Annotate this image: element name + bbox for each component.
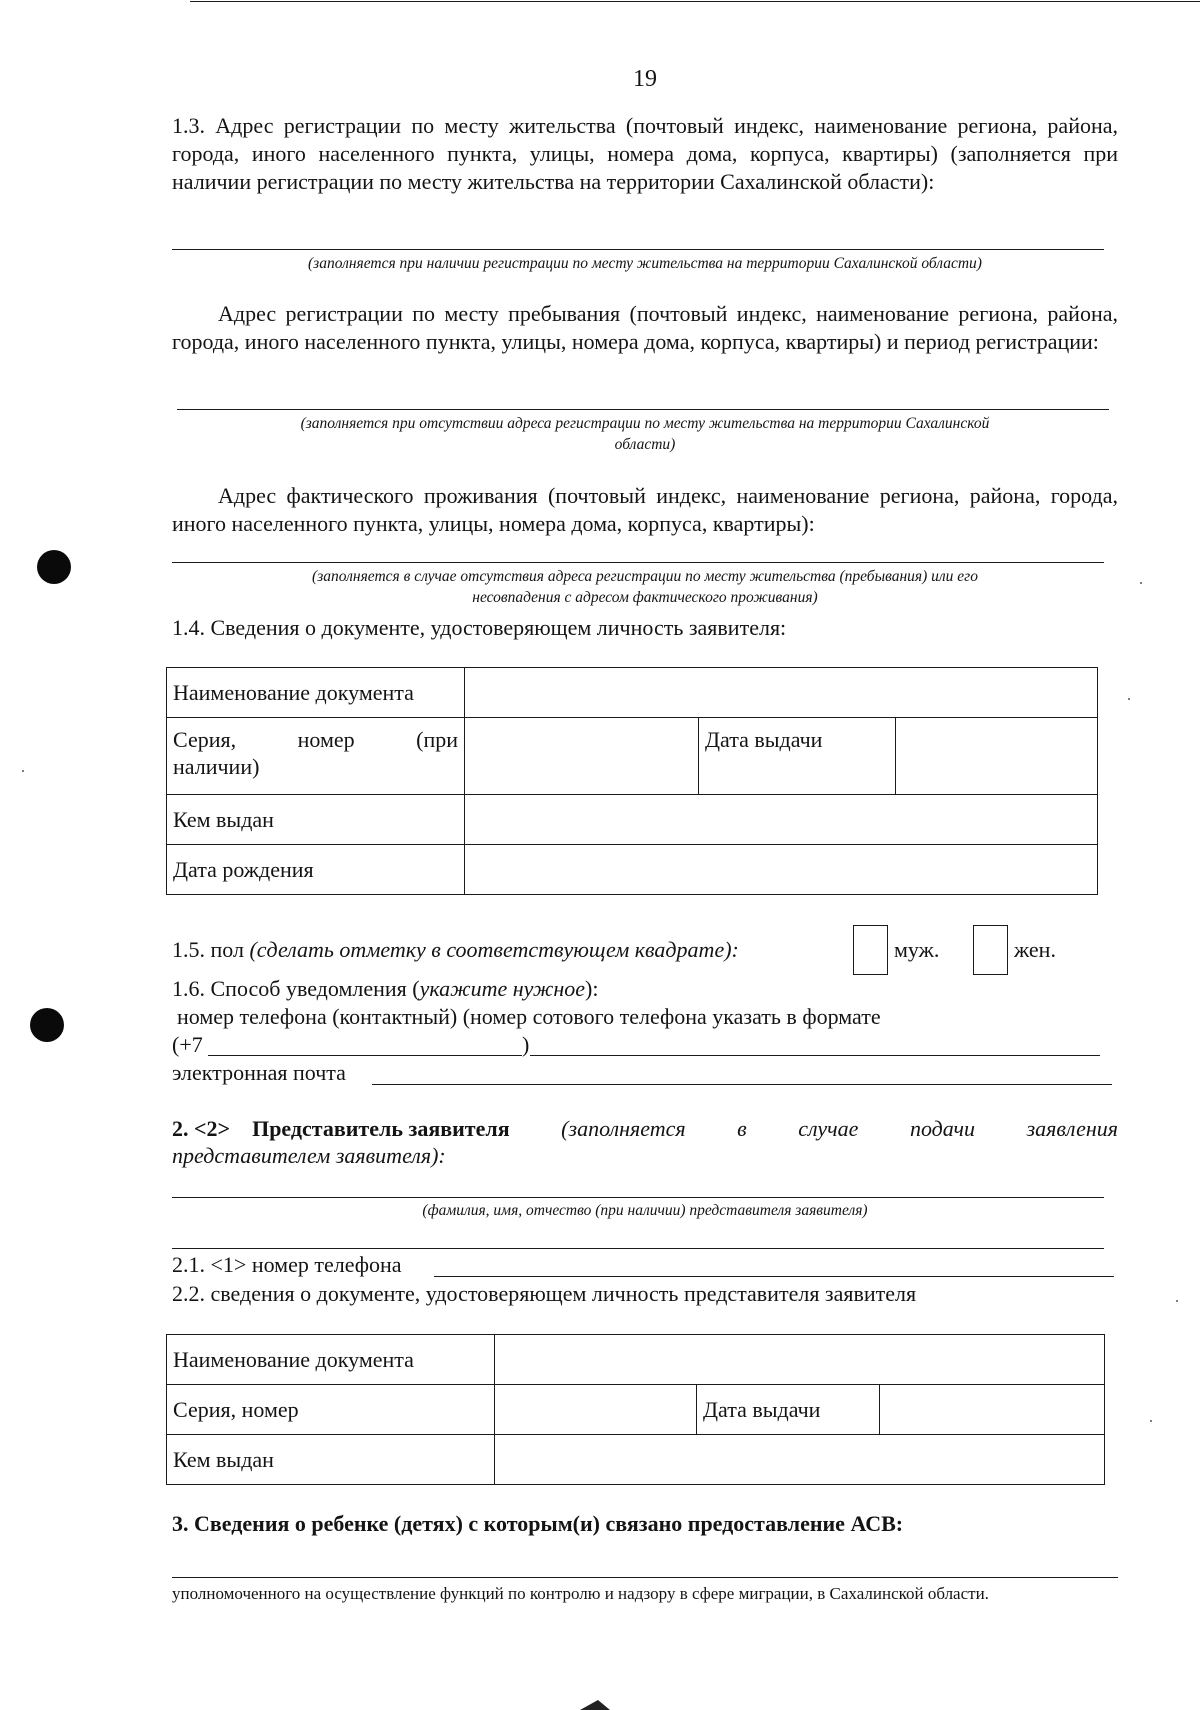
section-2-heading <box>172 1115 1118 1143</box>
issued-by-field[interactable] <box>465 795 1098 845</box>
rep-doc-name-field[interactable] <box>495 1335 1105 1385</box>
issue-date-field[interactable] <box>896 718 1098 795</box>
rep-series-field[interactable] <box>495 1385 697 1435</box>
scan-speck <box>22 770 24 772</box>
section-2-note-word: (заполняется <box>561 1116 686 1141</box>
representative-doc-label: 2.2. сведения о документе, удостоверяющем личность представителя заявителя <box>172 1281 917 1306</box>
phone-prefix: (+7 <box>172 1032 203 1057</box>
representative-name-line[interactable] <box>172 1197 1104 1198</box>
rep-issue-date-field[interactable] <box>880 1385 1105 1435</box>
applicant-document-table <box>166 667 1098 895</box>
rep-issued-by-label: Кем выдан <box>167 1435 495 1485</box>
scan-top-edge <box>190 1 1200 2</box>
section-2-note-end: представителем заявителя): <box>172 1143 446 1168</box>
residence-address-hint: (заполняется при наличии регистрации по месту жительства на территории Сахалинской области) <box>308 255 982 272</box>
notification-label-end: ): <box>585 976 599 1001</box>
rep-doc-name-label: Наименование документа <box>167 1335 495 1385</box>
phone-close-paren: ) <box>522 1032 530 1057</box>
footnote-text: уполномоченного на осуществление функций по контролю и надзору в сфере миграции, в Сахалинской области. <box>172 1584 989 1603</box>
stay-address-hint-2: области) <box>614 436 676 453</box>
section-2-note-word: подачи <box>909 1116 975 1141</box>
series-label-line-2: наличии) <box>173 754 260 779</box>
representative-phone-label: 2.1. <1> номер телефона <box>172 1252 402 1277</box>
binder-hole-1 <box>37 550 71 584</box>
birth-date-label: Дата рождения <box>167 845 465 895</box>
scan-artifact-bottom <box>580 1700 610 1710</box>
binder-hole-2 <box>30 1008 64 1042</box>
scan-speck <box>1176 1300 1178 1302</box>
rep-issued-by-field[interactable] <box>495 1435 1105 1485</box>
issued-by-label: Кем выдан <box>167 795 465 845</box>
stay-address-line[interactable] <box>177 409 1109 410</box>
section-2-num: 2. <2> <box>172 1116 231 1141</box>
actual-address-hint-2: несовпадения с адресом фактического проживания) <box>472 589 818 606</box>
stay-address-text: Адрес регистрации по месту пребывания (почтовый индекс, наименование региона, района, города, иного населенного пункта, улицы, номера дома, корпуса, квартиры) и период регистрации: <box>172 301 1118 354</box>
footnote-separator <box>172 1577 1118 1578</box>
male-label: муж. <box>894 937 940 962</box>
phone-field-line[interactable] <box>208 1055 522 1056</box>
email-field-line[interactable] <box>372 1084 1112 1085</box>
notification-label: 1.6. Способ уведомления ( <box>172 976 420 1001</box>
section-2-note-word: в <box>737 1116 747 1141</box>
actual-address-hint-1: (заполняется в случае отсутствия адреса регистрации по месту жительства (пребывания) или его <box>312 568 978 585</box>
female-label: жен. <box>1014 937 1056 962</box>
email-label: электронная почта <box>172 1060 346 1085</box>
section-2-note-word: заявления <box>1026 1116 1118 1141</box>
male-checkbox[interactable] <box>853 925 888 975</box>
stay-address-hint-1: (заполняется при отсутствии адреса регистрации по месту жительства на территории Сахалинской <box>300 415 990 432</box>
gender-instruction: (сделать отметку в соответствующем квадрате): <box>249 937 739 962</box>
doc-name-field[interactable] <box>465 668 1098 718</box>
phone-extra-line[interactable] <box>530 1055 1100 1056</box>
rep-series-label: Серия, номер <box>167 1385 495 1435</box>
scan-speck <box>1140 582 1142 584</box>
issue-date-label: Дата выдачи <box>699 718 896 795</box>
gender-row <box>172 936 739 964</box>
scan-speck <box>1128 698 1130 700</box>
rep-issue-date-label: Дата выдачи <box>697 1385 880 1435</box>
female-checkbox[interactable] <box>973 925 1008 975</box>
gender-label: 1.5. пол <box>172 937 244 962</box>
notification-instruction: укажите нужное <box>419 976 586 1001</box>
series-label-line-1: Серия, номер (при <box>173 727 458 752</box>
representative-phone-line[interactable] <box>434 1276 1114 1277</box>
section-1-3-heading: 1.3. Адрес регистрации по месту жительства (почтовый индекс, наименование региона, района, города, иного населенного пункта, улицы, номера дома, корпуса, квартиры) (заполняется при наличии регистрации по месту жительства на территории Сахалинской области): <box>172 113 1118 194</box>
scan-speck <box>1150 1420 1152 1422</box>
phone-format-text: номер телефона (контактный) (номер сотового телефона указать в формате <box>177 1004 881 1029</box>
page-number: 19 <box>633 66 657 92</box>
representative-document-table <box>166 1334 1105 1485</box>
section-3-heading: 3. Сведения о ребенке (детях) с которым(и) связано предоставление АСВ: <box>172 1511 904 1536</box>
doc-name-label: Наименование документа <box>167 668 465 718</box>
residence-address-line[interactable] <box>172 249 1104 250</box>
notification-heading <box>172 975 598 1003</box>
section-2-note-word: случае <box>798 1116 859 1141</box>
series-field[interactable] <box>465 718 699 795</box>
actual-address-text: Адрес фактического проживания (почтовый индекс, наименование региона, района, города, иного населенного пункта, улицы, номера дома, корпуса, квартиры): <box>172 483 1118 536</box>
representative-name-hint: (фамилия, имя, отчество (при наличии) представителя заявителя) <box>422 1202 868 1219</box>
section-2-title-text: Представитель заявителя <box>252 1116 510 1141</box>
actual-address-line[interactable] <box>172 562 1104 563</box>
section-2-title <box>172 1115 510 1143</box>
section-1-4-heading: 1.4. Сведения о документе, удостоверяющем личность заявителя: <box>172 615 787 640</box>
birth-date-field[interactable] <box>465 845 1098 895</box>
series-label <box>167 718 465 795</box>
representative-extra-line[interactable] <box>172 1248 1104 1249</box>
